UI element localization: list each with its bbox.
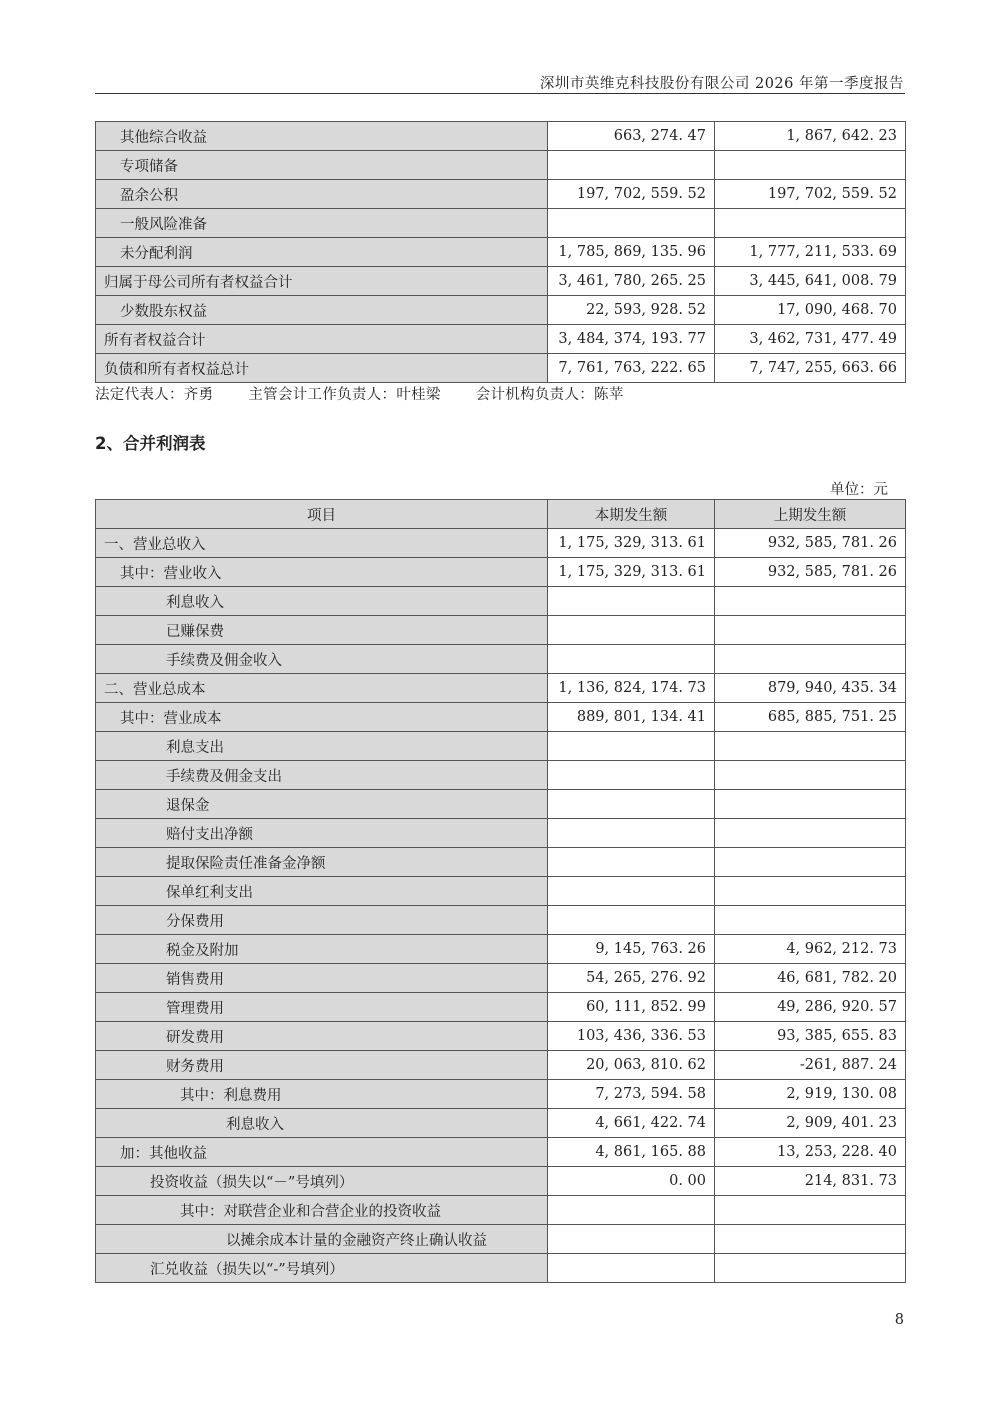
row-label: 研发费用	[96, 1022, 548, 1051]
table-row	[96, 645, 906, 674]
previous-period-value: 7, 747, 255, 663. 66	[715, 354, 906, 383]
income-statement-table	[95, 499, 906, 1283]
current-period-value	[548, 1225, 715, 1254]
previous-period-value: 3, 462, 731, 477. 49	[715, 325, 906, 354]
current-period-value: 60, 111, 852. 99	[548, 993, 715, 1022]
table-row	[96, 267, 906, 296]
previous-period-value: 2, 909, 401. 23	[715, 1109, 906, 1138]
table-row	[96, 1254, 906, 1283]
current-period-value: 103, 436, 336. 53	[548, 1022, 715, 1051]
header-previous-period: 上期发生额	[715, 500, 906, 529]
table-row	[96, 616, 906, 645]
table-row	[96, 935, 906, 964]
previous-period-value	[715, 151, 906, 180]
current-period-value	[548, 1254, 715, 1283]
row-label: 退保金	[96, 790, 548, 819]
row-label: 销售费用	[96, 964, 548, 993]
current-period-value	[548, 761, 715, 790]
row-label: 以摊余成本计量的金融资产终止确认收益	[96, 1225, 548, 1254]
row-label: 一、营业总收入	[96, 529, 548, 558]
row-label: 分保费用	[96, 906, 548, 935]
row-label: 其他综合收益	[96, 122, 548, 151]
current-period-value: 20, 063, 810. 62	[548, 1051, 715, 1080]
table-row	[96, 1080, 906, 1109]
table-row	[96, 587, 906, 616]
table-row	[96, 180, 906, 209]
table-row	[96, 558, 906, 587]
table-row	[96, 1022, 906, 1051]
row-label: 专项储备	[96, 151, 548, 180]
table-row	[96, 325, 906, 354]
current-period-value: 22, 593, 928. 52	[548, 296, 715, 325]
row-label: 盈余公积	[96, 180, 548, 209]
previous-period-value	[715, 1196, 906, 1225]
legal-representative: 法定代表人：齐勇	[95, 387, 214, 403]
table-row	[96, 906, 906, 935]
current-period-value	[548, 645, 715, 674]
current-period-value: 9, 145, 763. 26	[548, 935, 715, 964]
previous-period-value	[715, 877, 906, 906]
previous-period-value: 197, 702, 559. 52	[715, 180, 906, 209]
table-row	[96, 122, 906, 151]
current-period-value	[548, 819, 715, 848]
table-row	[96, 732, 906, 761]
table-row	[96, 964, 906, 993]
table-row	[96, 1051, 906, 1080]
row-label: 负债和所有者权益总计	[96, 354, 548, 383]
row-label: 利息收入	[96, 587, 548, 616]
previous-period-value	[715, 1254, 906, 1283]
table-row	[96, 1196, 906, 1225]
current-period-value	[548, 616, 715, 645]
header-current-period: 本期发生额	[548, 500, 715, 529]
row-label: 其中：对联营企业和合营企业的投资收益	[96, 1196, 548, 1225]
previous-period-value: 932, 585, 781. 26	[715, 529, 906, 558]
current-period-value: 1, 175, 329, 313. 61	[548, 529, 715, 558]
row-label: 其中：营业收入	[96, 558, 548, 587]
row-label: 保单红利支出	[96, 877, 548, 906]
previous-period-value: 1, 867, 642. 23	[715, 122, 906, 151]
row-label: 归属于母公司所有者权益合计	[96, 267, 548, 296]
signers-line	[95, 383, 654, 404]
current-period-value	[548, 877, 715, 906]
previous-period-value	[715, 209, 906, 238]
unit-label: 单位：元	[830, 482, 888, 498]
current-period-value	[548, 151, 715, 180]
row-label: 所有者权益合计	[96, 325, 548, 354]
table-row	[96, 529, 906, 558]
row-label: 利息支出	[96, 732, 548, 761]
current-period-value: 7, 273, 594. 58	[548, 1080, 715, 1109]
table-row	[96, 296, 906, 325]
current-period-value: 1, 136, 824, 174. 73	[548, 674, 715, 703]
row-label: 赔付支出净额	[96, 819, 548, 848]
table-row	[96, 238, 906, 267]
previous-period-value	[715, 906, 906, 935]
row-label: 管理费用	[96, 993, 548, 1022]
table-row	[96, 1138, 906, 1167]
table-row	[96, 790, 906, 819]
table-row	[96, 1225, 906, 1254]
current-period-value: 197, 702, 559. 52	[548, 180, 715, 209]
previous-period-value	[715, 790, 906, 819]
table-row	[96, 703, 906, 732]
previous-period-value: 17, 090, 468. 70	[715, 296, 906, 325]
previous-period-value: 685, 885, 751. 25	[715, 703, 906, 732]
current-period-value: 7, 761, 763, 222. 65	[548, 354, 715, 383]
row-label: 其中：营业成本	[96, 703, 548, 732]
current-period-value: 0. 00	[548, 1167, 715, 1196]
row-label: 手续费及佣金支出	[96, 761, 548, 790]
table-row	[96, 1109, 906, 1138]
previous-period-value	[715, 732, 906, 761]
table-row	[96, 1167, 906, 1196]
current-period-value	[548, 790, 715, 819]
previous-period-value: 3, 445, 641, 008. 79	[715, 267, 906, 296]
current-period-value: 663, 274. 47	[548, 122, 715, 151]
previous-period-value: 13, 253, 228. 40	[715, 1138, 906, 1167]
accounting-org-head: 会计机构负责人：陈苹	[475, 387, 624, 403]
previous-period-value: 49, 286, 920. 57	[715, 993, 906, 1022]
previous-period-value	[715, 848, 906, 877]
row-label: 少数股东权益	[96, 296, 548, 325]
current-period-value	[548, 587, 715, 616]
previous-period-value	[715, 819, 906, 848]
row-label: 其中：利息费用	[96, 1080, 548, 1109]
previous-period-value	[715, 616, 906, 645]
header-item: 项目	[96, 500, 548, 529]
current-period-value: 4, 661, 422. 74	[548, 1109, 715, 1138]
row-label: 已赚保费	[96, 616, 548, 645]
header-divider	[95, 93, 905, 94]
table-row	[96, 761, 906, 790]
table-row	[96, 819, 906, 848]
table-header-row	[96, 500, 906, 529]
previous-period-value: 4, 962, 212. 73	[715, 935, 906, 964]
row-label: 投资收益（损失以“－”号填列）	[96, 1167, 548, 1196]
current-period-value: 1, 785, 869, 135. 96	[548, 238, 715, 267]
current-period-value: 3, 461, 780, 265. 25	[548, 267, 715, 296]
table-row	[96, 209, 906, 238]
row-label: 财务费用	[96, 1051, 548, 1080]
balance-sheet-table	[95, 121, 906, 383]
previous-period-value: 932, 585, 781. 26	[715, 558, 906, 587]
row-label: 手续费及佣金收入	[96, 645, 548, 674]
row-label: 税金及附加	[96, 935, 548, 964]
current-period-value	[548, 906, 715, 935]
previous-period-value	[715, 761, 906, 790]
row-label: 汇兑收益（损失以“-”号填列）	[96, 1254, 548, 1283]
current-period-value: 4, 861, 165. 88	[548, 1138, 715, 1167]
previous-period-value: 46, 681, 782. 20	[715, 964, 906, 993]
current-period-value	[548, 209, 715, 238]
previous-period-value: 879, 940, 435. 34	[715, 674, 906, 703]
previous-period-value	[715, 1225, 906, 1254]
previous-period-value: 1, 777, 211, 533. 69	[715, 238, 906, 267]
previous-period-value	[715, 587, 906, 616]
table-row	[96, 848, 906, 877]
row-label: 利息收入	[96, 1109, 548, 1138]
table-row	[96, 151, 906, 180]
current-period-value: 1, 175, 329, 313. 61	[548, 558, 715, 587]
page-number: 8	[894, 1312, 904, 1328]
previous-period-value: 93, 385, 655. 83	[715, 1022, 906, 1051]
current-period-value: 54, 265, 276. 92	[548, 964, 715, 993]
current-period-value	[548, 848, 715, 877]
row-label: 提取保险责任准备金净额	[96, 848, 548, 877]
row-label: 加：其他收益	[96, 1138, 548, 1167]
current-period-value	[548, 732, 715, 761]
table-row	[96, 354, 906, 383]
current-period-value: 889, 801, 134. 41	[548, 703, 715, 732]
row-label: 一般风险准备	[96, 209, 548, 238]
previous-period-value: 214, 831. 73	[715, 1167, 906, 1196]
accounting-head: 主管会计工作负责人：叶桂梁	[248, 387, 441, 403]
table-row	[96, 877, 906, 906]
table-row	[96, 674, 906, 703]
previous-period-value	[715, 645, 906, 674]
previous-period-value: 2, 919, 130. 08	[715, 1080, 906, 1109]
previous-period-value: -261, 887. 24	[715, 1051, 906, 1080]
report-header-title: 深圳市英维克科技股份有限公司 2026 年第一季度报告	[539, 76, 904, 92]
current-period-value: 3, 484, 374, 193. 77	[548, 325, 715, 354]
current-period-value	[548, 1196, 715, 1225]
table-row	[96, 993, 906, 1022]
row-label: 二、营业总成本	[96, 674, 548, 703]
section-title: 2、合并利润表	[95, 434, 206, 453]
row-label: 未分配利润	[96, 238, 548, 267]
